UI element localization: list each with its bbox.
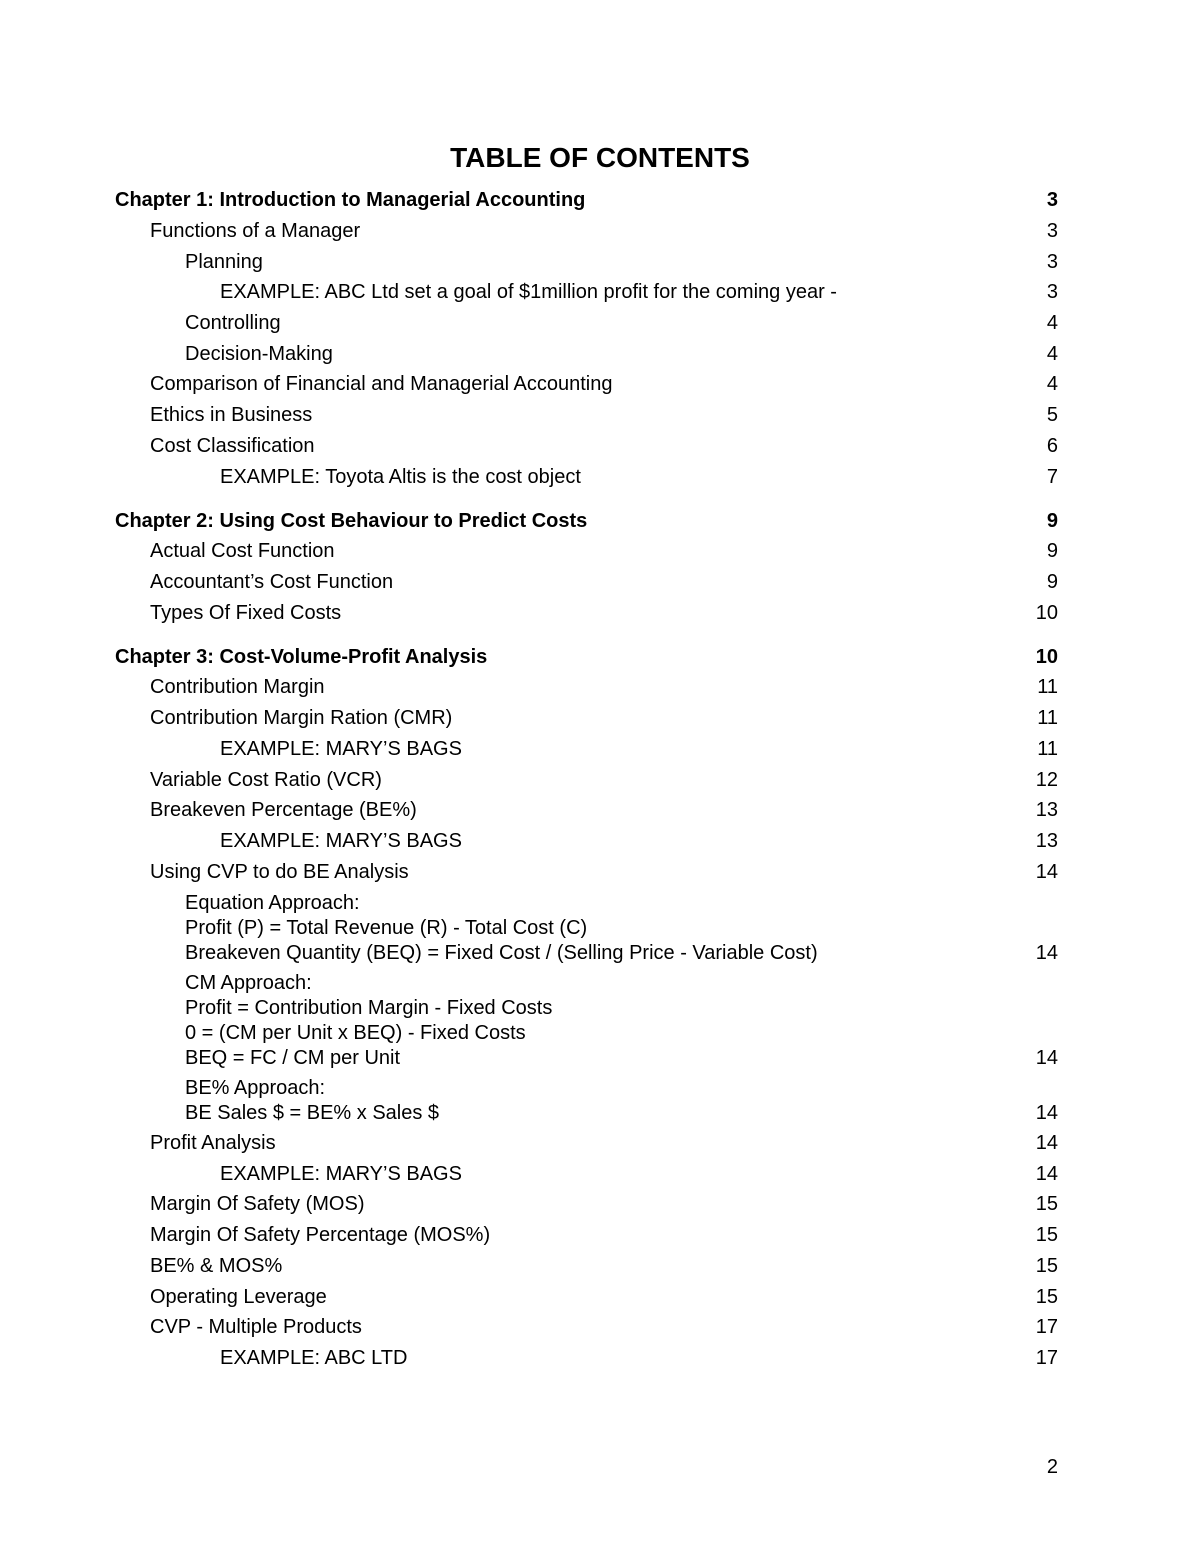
toc-entry-page: 14 bbox=[1035, 1047, 1058, 1069]
toc-entry-label: Controlling bbox=[185, 312, 281, 334]
toc-entry-page: 9 bbox=[1046, 540, 1058, 562]
toc-entry-label: BE% & MOS% bbox=[150, 1255, 283, 1277]
toc-entry-label: EXAMPLE: MARY’S BAGS bbox=[220, 738, 462, 760]
toc-entry-label: Comparison of Financial and Managerial Accounting bbox=[150, 373, 613, 395]
toc-entry-label: Using CVP to do BE Analysis bbox=[150, 861, 409, 883]
toc-entry-label: Decision-Making bbox=[185, 343, 333, 365]
toc-entry-label: Contribution Margin bbox=[150, 676, 325, 698]
toc-entry-label: Operating Leverage bbox=[150, 1286, 327, 1308]
toc-entry-page: 10 bbox=[1035, 602, 1058, 624]
toc-entry-page: 11 bbox=[1037, 676, 1058, 698]
toc-entry-label: Accountant’s Cost Function bbox=[150, 571, 394, 593]
toc-entry-label: Profit Analysis bbox=[150, 1132, 276, 1154]
toc-entry-label: Breakeven Percentage (BE%) bbox=[150, 799, 417, 821]
toc-entry-label: Chapter 1: Introduction to Managerial Accounting bbox=[115, 189, 586, 211]
toc-entry-label: EXAMPLE: MARY’S BAGS bbox=[220, 1163, 462, 1185]
toc-entry-page: 9 bbox=[1046, 510, 1058, 532]
toc-entry-page: 3 bbox=[1046, 189, 1058, 211]
toc-entry-page: 13 bbox=[1035, 799, 1058, 821]
toc-entry-label: EXAMPLE: ABC LTD bbox=[220, 1347, 408, 1369]
toc-entry[interactable] bbox=[0, 1076, 1200, 1126]
toc-entry-page: 9 bbox=[1046, 571, 1058, 593]
toc-entry-page: 5 bbox=[1046, 404, 1058, 426]
toc-entry[interactable] bbox=[0, 891, 1200, 966]
toc-entry-page: 17 bbox=[1035, 1347, 1058, 1369]
toc-entry-page: 3 bbox=[1046, 220, 1058, 242]
toc-entry-page: 11 bbox=[1037, 707, 1058, 729]
page-number: 2 bbox=[1046, 1456, 1058, 1478]
toc-entry-label: EXAMPLE: ABC Ltd set a goal of $1million profit for the coming year - bbox=[220, 281, 837, 303]
toc-entry-label: Functions of a Manager bbox=[150, 220, 361, 242]
toc-entry-page: 17 bbox=[1035, 1316, 1058, 1338]
toc-entry-page: 14 bbox=[1035, 1102, 1058, 1124]
toc-entry-page: 13 bbox=[1035, 830, 1058, 852]
toc-entry-page: 11 bbox=[1037, 738, 1058, 760]
toc-entry-page: 4 bbox=[1046, 373, 1058, 395]
toc-entry-page: 7 bbox=[1046, 466, 1058, 488]
toc-entry-label: CM Approach: Profit = Contribution Margin - Fixed Costs 0 = (CM per Unit x BEQ) - Fixed Costs BEQ = FC / CM per Unit bbox=[185, 972, 553, 1069]
toc-entry-page: 15 bbox=[1035, 1255, 1058, 1277]
toc-entry-label: BE% Approach: BE Sales $ = BE% x Sales $ bbox=[185, 1077, 440, 1124]
toc-entry-page: 4 bbox=[1046, 312, 1058, 334]
toc-entry-page: 14 bbox=[1035, 942, 1058, 964]
toc-entry-label: Chapter 3: Cost-Volume-Profit Analysis bbox=[115, 646, 488, 668]
toc-entry-label: Chapter 2: Using Cost Behaviour to Predict Costs bbox=[115, 510, 588, 532]
toc-entry-label: Actual Cost Function bbox=[150, 540, 335, 562]
toc-entry-page: 14 bbox=[1035, 1132, 1058, 1154]
toc-entry-label: Cost Classification bbox=[150, 435, 315, 457]
toc-entry-page: 6 bbox=[1046, 435, 1058, 457]
toc-entry-page: 12 bbox=[1035, 769, 1058, 791]
toc-entry-label: Types Of Fixed Costs bbox=[150, 602, 342, 624]
toc-entry-page: 4 bbox=[1046, 343, 1058, 365]
toc-entry-page: 3 bbox=[1046, 251, 1058, 273]
toc-entry-label: EXAMPLE: Toyota Altis is the cost object bbox=[220, 466, 581, 488]
page-title: TABLE OF CONTENTS bbox=[450, 142, 750, 173]
toc-entry-page: 15 bbox=[1035, 1286, 1058, 1308]
toc-entry-page: 15 bbox=[1035, 1224, 1058, 1246]
toc-entry-label: Margin Of Safety Percentage (MOS%) bbox=[150, 1224, 491, 1246]
toc-entry-page: 14 bbox=[1035, 861, 1058, 883]
toc-entry-label: Variable Cost Ratio (VCR) bbox=[150, 769, 382, 791]
toc-entry-label: CVP - Multiple Products bbox=[150, 1316, 362, 1338]
toc-entry-page: 3 bbox=[1046, 281, 1058, 303]
toc-entry-label: Ethics in Business bbox=[150, 404, 313, 426]
toc-entry-label: Equation Approach: Profit (P) = Total Revenue (R) - Total Cost (C) Breakeven Quantity (BEQ) = Fixed Cost / (Selling Price - Variable Cost) bbox=[185, 892, 818, 964]
toc-entry-page: 15 bbox=[1035, 1193, 1058, 1215]
toc-entry-label: Planning bbox=[185, 251, 263, 273]
toc-entry-page: 14 bbox=[1035, 1163, 1058, 1185]
toc-entry[interactable] bbox=[0, 971, 1200, 1071]
toc-entry-label: EXAMPLE: MARY’S BAGS bbox=[220, 830, 462, 852]
toc-entry-page: 10 bbox=[1035, 646, 1058, 668]
toc-entry-label: Contribution Margin Ration (CMR) bbox=[150, 707, 453, 729]
toc-entry-label: Margin Of Safety (MOS) bbox=[150, 1193, 365, 1215]
